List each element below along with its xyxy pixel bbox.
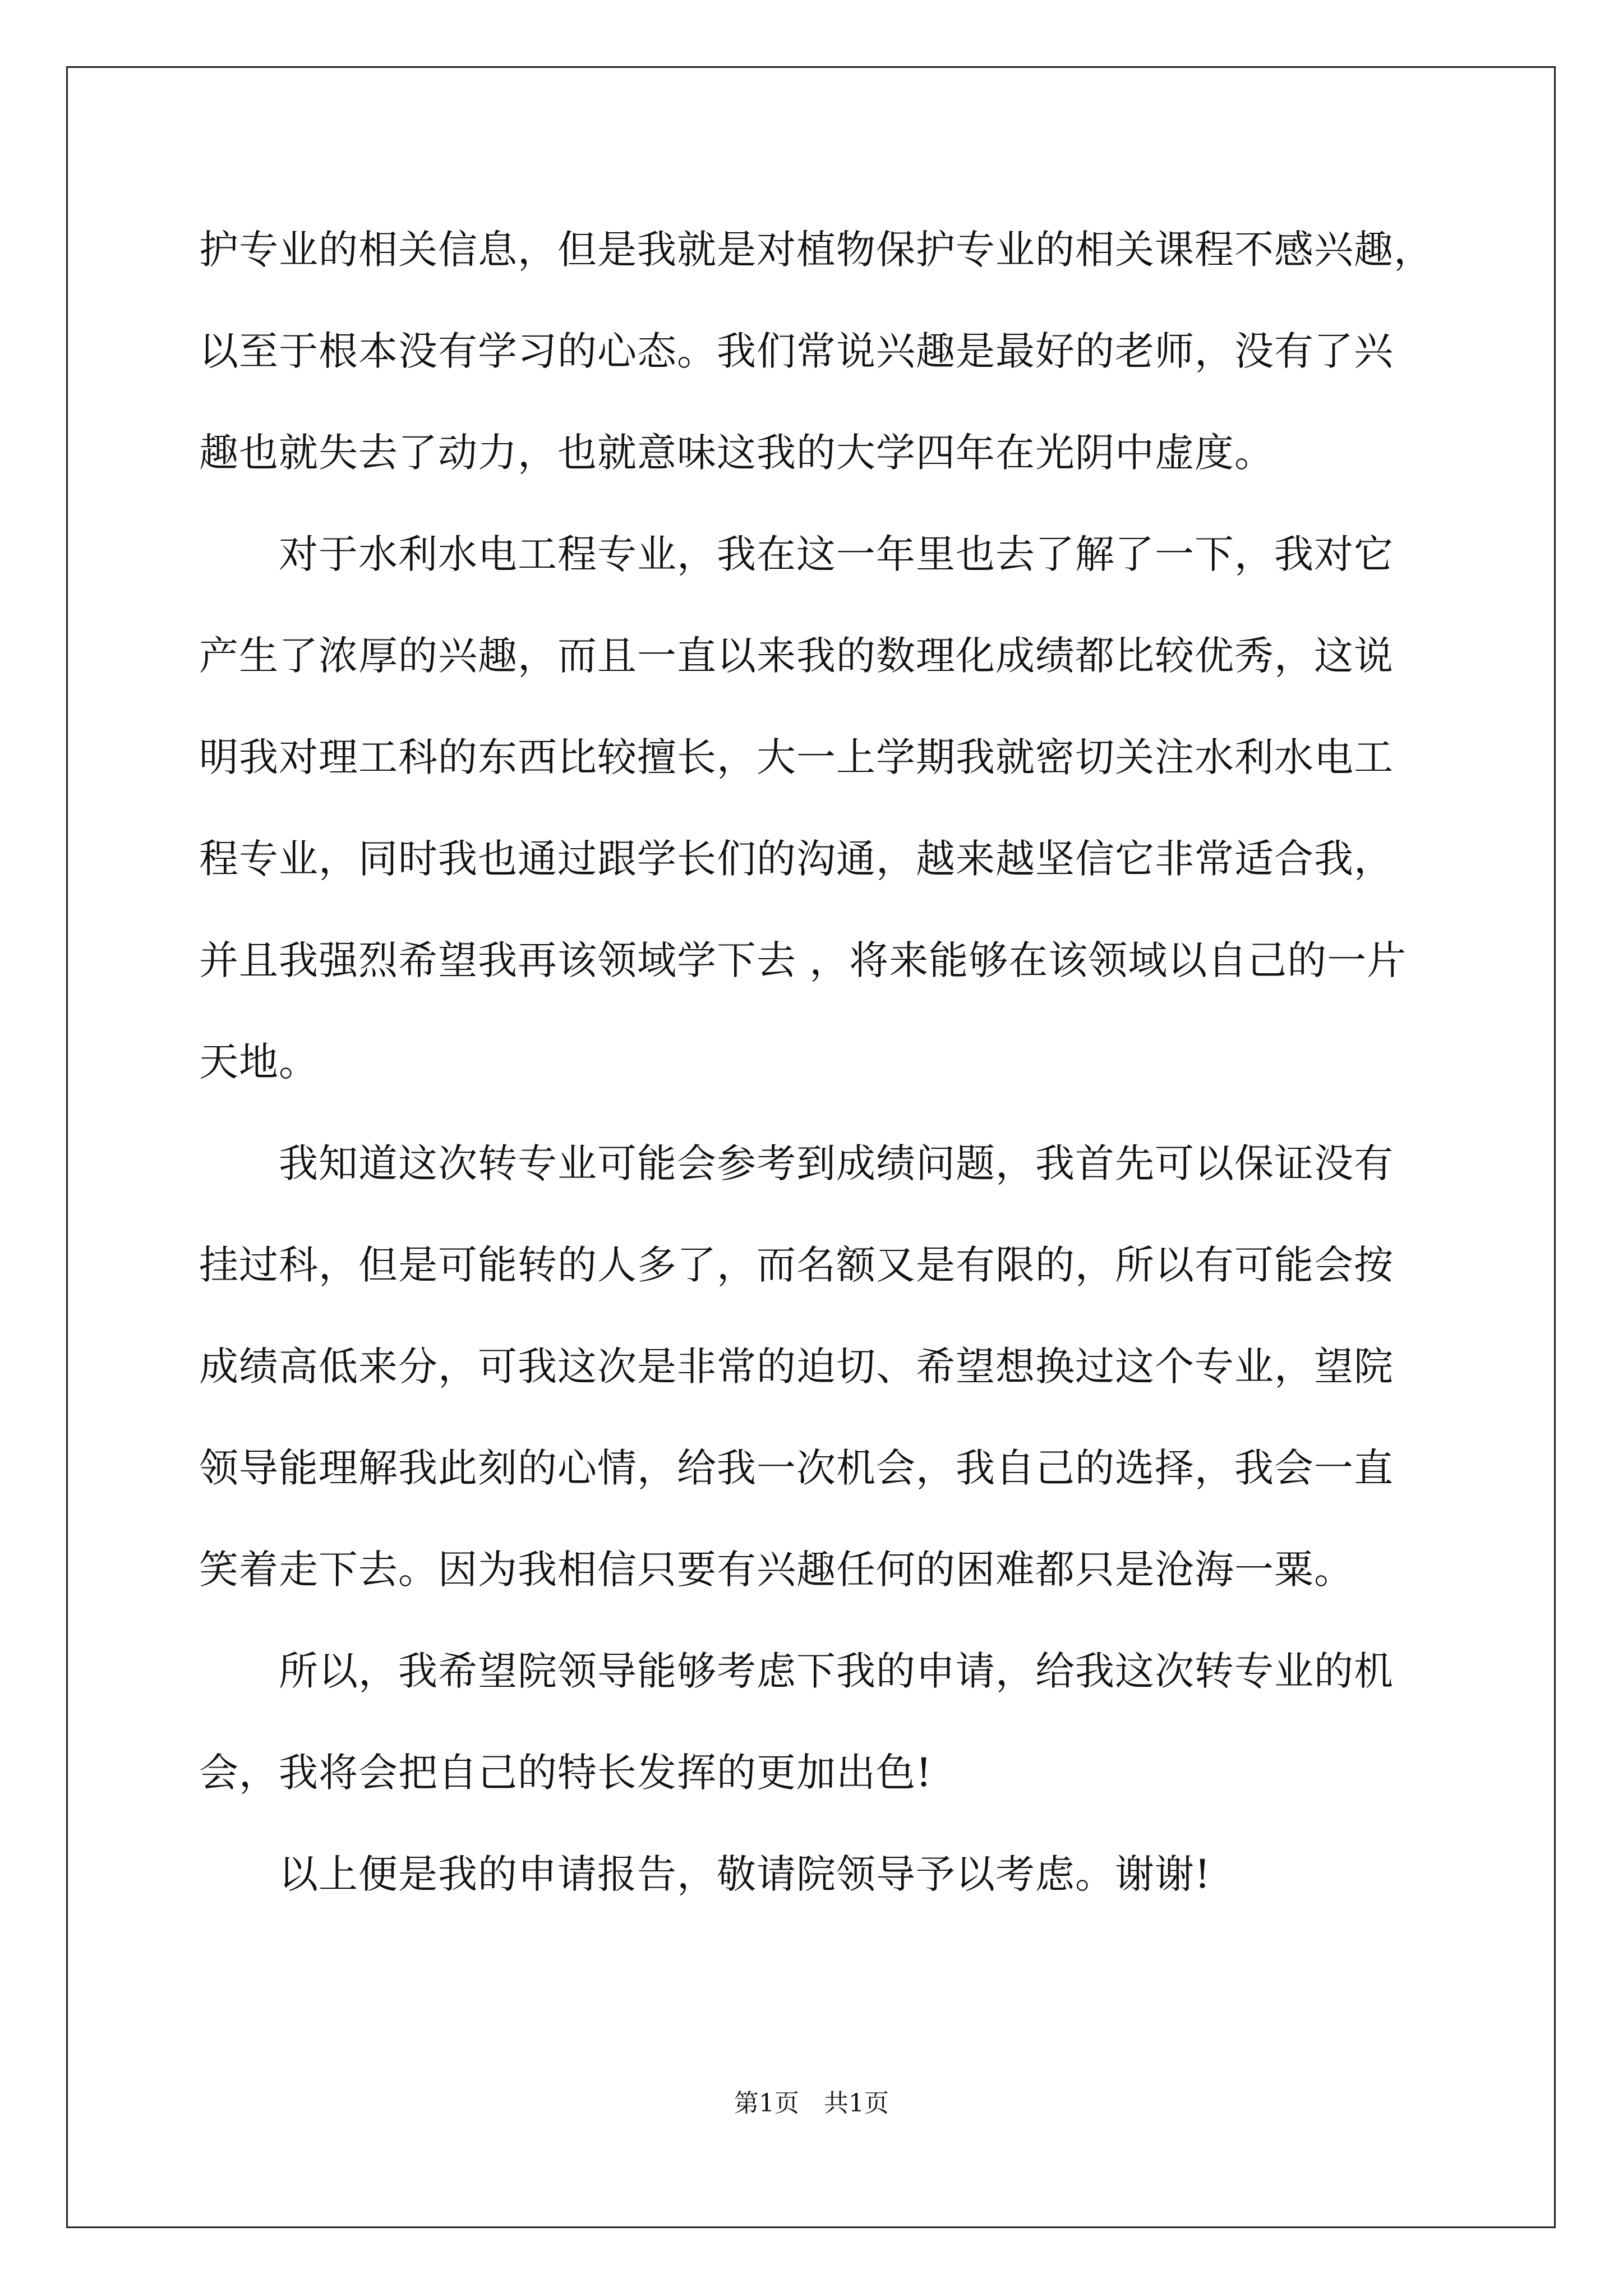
text-line: 产生了浓厚的兴趣，而且一直以来我的数理化成绩都比较优秀，这说 [199,633,1394,679]
text-line: 并且我强烈希望我再该领域学下去 ，将来能够在该领域以自己的一片 [199,937,1407,983]
text-line: 护专业的相关信息，但是我就是对植物保护专业的相关课程不感兴趣， [199,227,1433,273]
text-line: 挂过科，但是可能转的人多了，而名额又是有限的，所以有可能会按 [199,1242,1394,1288]
text-line: 以上便是我的申请报告，敬请院领导予以考虑。谢谢! [199,1851,1211,1897]
text-line: 以至于根本没有学习的心态。我们常说兴趣是最好的老师，没有了兴 [199,328,1394,374]
text-line: 会，我将会把自己的特长发挥的更加出色! [199,1750,933,1796]
text-line: 明我对理工科的东西比较擅长，大一上学期我就密切关注水利水电工 [199,734,1394,780]
document-body [199,199,1433,1925]
text-line: 成绩高低来分，可我这次是非常的迫切、希望想换过这个专业，望院 [199,1343,1394,1389]
text-line: 对于水利水电工程专业，我在这一年里也去了解了一下，我对它 [199,531,1394,577]
text-line: 笑着走下去。因为我相信只要有兴趣任何的困难都只是沧海一粟。 [199,1547,1354,1593]
text-line: 程专业，同时我也通过跟学长们的沟通，越来越坚信它非常适合我， [199,836,1394,882]
text-line: 天地。 [199,1039,319,1085]
page-number-footer: 第1页 共1页 [734,2089,889,2118]
text-line: 所以，我希望院领导能够考虑下我的申请，给我这次转专业的机 [199,1648,1394,1694]
text-line: 我知道这次转专业可能会参考到成绩问题，我首先可以保证没有 [199,1140,1394,1186]
text-line: 趣也就失去了动力，也就意味这我的大学四年在光阴中虚度。 [199,430,1274,476]
text-line: 领导能理解我此刻的心情，给我一次机会，我自己的选择，我会一直 [199,1445,1394,1491]
